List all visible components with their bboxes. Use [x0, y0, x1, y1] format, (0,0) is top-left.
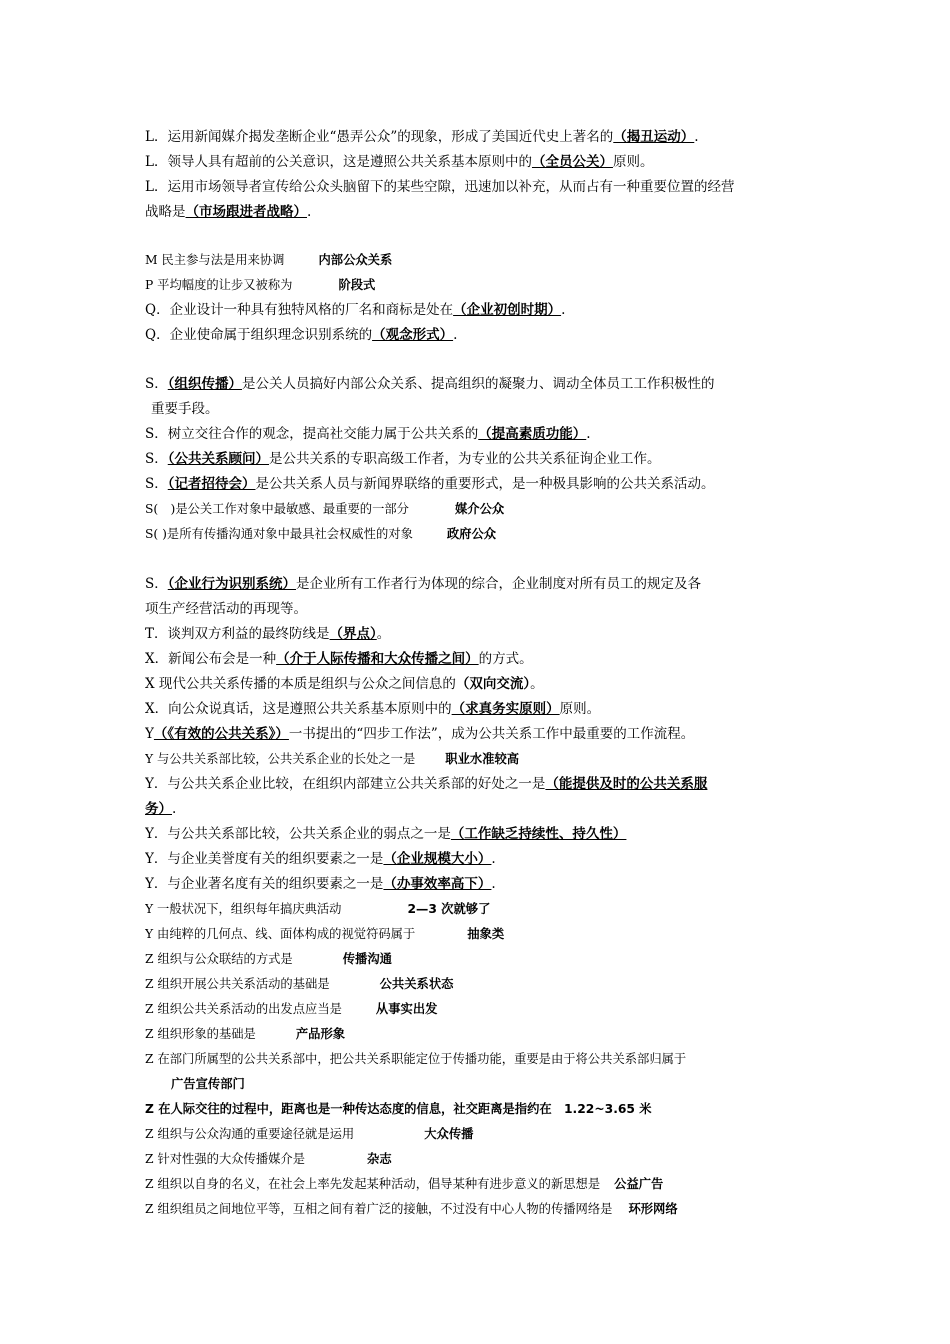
- answer: 环形网络: [628, 1202, 678, 1216]
- answer: （提高素质功能）: [478, 426, 587, 442]
- text-line: S．（企业行为识别系统）是企业所有工作者行为体现的综合，企业制度对所有员工的规定及各: [145, 576, 701, 592]
- text-line: Y 由纯粹的几何点、线、面体构成的视觉符码属于 抽象类: [145, 927, 505, 941]
- answer: 传播沟通: [342, 952, 392, 966]
- text-line: Y 一般状况下，组织每年搞庆典活动 2—3 次就够了: [145, 902, 491, 916]
- text-line: Z 针对性强的大众传播媒介是 杂志: [145, 1152, 392, 1166]
- text-line: S( )是所有传播沟通对象中最具社会权威性的对象 政府公众: [145, 527, 497, 541]
- answer: （《有效的公共关系》）: [153, 726, 289, 742]
- text-line: P 平均幅度的让步又被称为 阶段式: [145, 278, 376, 292]
- text-line: Y（《有效的公共关系》）一书提出的“四步工作法”，成为公共关系工作中最重要的工作流程。: [145, 726, 695, 742]
- answer: 公共关系状态: [379, 977, 454, 991]
- text-line: X．新闻公布会是一种（介于人际传播和大众传播之间）的方式。: [145, 651, 533, 667]
- text-line: Y 与公共关系部比较，公共关系企业的长处之一是 职业水准较高: [145, 752, 520, 766]
- answer: （观念形式）: [372, 327, 454, 343]
- answer: 政府公众: [446, 527, 497, 541]
- text-line: [145, 1072, 836, 1097]
- text-line: S．（组织传播）是公关人员搞好内部公众关系、提高组织的凝聚力、调动全体员工工作积极性的: [145, 376, 715, 392]
- text-line: S．（公共关系顾问）是公共关系的专职高级工作者，为专业的公共关系征询企业工作。: [145, 451, 661, 467]
- text-line: Z 组织开展公共关系活动的基础是 公共关系状态: [145, 977, 454, 991]
- text-line: S．树立交往合作的观念，提高社交能力属于公共关系的（提高素质功能）.: [145, 426, 591, 442]
- answer: （企业初创时期）: [453, 302, 562, 318]
- answer: 从事实出发: [375, 1002, 438, 1016]
- text-line: [145, 1097, 810, 1122]
- text-line: X 现代公共关系传播的本质是组织与公众之间信息的（双向交流）。: [145, 676, 544, 692]
- text-line: L．领导人具有超前的公关意识，这是遵照公共关系基本原则中的（全员公关）原则。: [145, 154, 654, 170]
- answer: 大众传播: [424, 1127, 474, 1141]
- text-line: S．（记者招待会）是公共关系人员与新闻界联络的重要形式，是一种极具影响的公共关系活动。: [145, 476, 715, 492]
- text-line: 务）.: [145, 801, 177, 817]
- answer: （能提供及时的公共关系服: [545, 776, 708, 792]
- text-line: Z 组织形象的基础是 产品形象: [145, 1027, 346, 1041]
- text-line: S( )是公关工作对象中最敏感、最重要的一部分 媒介公众: [145, 502, 505, 516]
- text-line: Y．与企业著名度有关的组织要素之一是（办事效率高下）.: [145, 876, 496, 892]
- text-line: Z 组织组员之间地位平等，互相之间有着广泛的接触，不过没有中心人物的传播网络是 环形网络: [145, 1202, 678, 1216]
- answer: （市场跟进者战略）: [185, 204, 307, 220]
- text-line: L．运用市场领导者宣传给公众头脑留下的某些空隙，迅速加以补充，从而占有一种重要位置的经营: [145, 179, 735, 195]
- text-line: Z 在部门所属型的公共关系部中，把公共关系职能定位于传播功能，重要是由于将公共关系部归属于: [145, 1052, 687, 1066]
- text-line: 重要手段。: [151, 401, 219, 417]
- answer: 内部公众关系: [318, 253, 393, 267]
- text-line: Q．企业使命属于组织理念识别系统的（观念形式）.: [145, 327, 458, 343]
- answer: 产品形象: [295, 1027, 346, 1041]
- text-line: Q．企业设计一种具有独特风格的厂名和商标是处在（企业初创时期）.: [145, 302, 566, 318]
- answer: （全员公关）: [531, 154, 613, 170]
- answer: 2—3 次就够了: [407, 902, 491, 916]
- answer: 阶段式: [338, 278, 376, 292]
- answer: 广告宣传部门: [171, 1077, 245, 1091]
- text-line: Z 组织公共关系活动的出发点应当是 从事实出发: [145, 1002, 438, 1016]
- text-line: 项生产经营活动的再现等。: [145, 601, 307, 617]
- text-line: X．向公众说真话，这是遵照公共关系基本原则中的（求真务实原则）原则。: [145, 701, 601, 717]
- answer: （记者招待会）: [167, 476, 256, 492]
- answer: （双向交流）: [455, 676, 531, 692]
- answer: 务）: [145, 801, 172, 817]
- answer: （界点）: [329, 626, 377, 642]
- text-line: Z 组织与公众沟通的重要途径就是运用 大众传播: [145, 1127, 474, 1141]
- answer: （揭丑运动）: [613, 129, 695, 145]
- text-line: Y．与公共关系部比较，公共关系企业的弱点之一是（工作缺乏持续性、持久性）: [145, 826, 627, 842]
- text-line: T．谈判双方利益的最终防线是（界点）。: [145, 626, 391, 642]
- answer: Z 在人际交往的过程中，距离也是一种传达态度的信息，社交距离是指约在 1.22~3.65 米: [145, 1102, 652, 1116]
- answer: 媒介公众: [454, 502, 505, 516]
- text-line: Z 组织以自身的名义，在社会上率先发起某种活动，倡导某种有进步意义的新思想是 公益广告: [145, 1177, 664, 1191]
- answer: 公益广告: [614, 1177, 664, 1191]
- answer: 职业水准较高: [445, 752, 520, 766]
- answer: （介于人际传播和大众传播之间）: [276, 651, 479, 667]
- text-line: Z 组织与公众联结的方式是 传播沟通: [145, 952, 392, 966]
- answer: （办事效率高下）: [383, 876, 492, 892]
- text-line: 战略是（市场跟进者战略）.: [145, 204, 312, 220]
- answer: （工作缺乏持续性、持久性）: [450, 826, 627, 842]
- text-line: Y．与企业美誉度有关的组织要素之一是（企业规模大小）.: [145, 851, 496, 867]
- answer: （组织传播）: [167, 376, 242, 392]
- answer: 抽象类: [467, 927, 505, 941]
- answer: （企业规模大小）: [383, 851, 492, 867]
- answer: （公共关系顾问）: [167, 451, 269, 467]
- answer: （企业行为识别系统）: [167, 576, 296, 592]
- answer: （求真务实原则）: [451, 701, 560, 717]
- text-line: L．运用新闻媒介揭发垄断企业“愚弄公众”的现象，形成了美国近代史上著名的（揭丑运动）.: [145, 129, 699, 145]
- text-line: M 民主参与法是用来协调 内部公众关系: [145, 253, 393, 267]
- answer: 杂志: [367, 1152, 392, 1166]
- text-line: Y．与公共关系企业比较，在组织内部建立公共关系部的好处之一是（能提供及时的公共关系服: [145, 776, 708, 792]
